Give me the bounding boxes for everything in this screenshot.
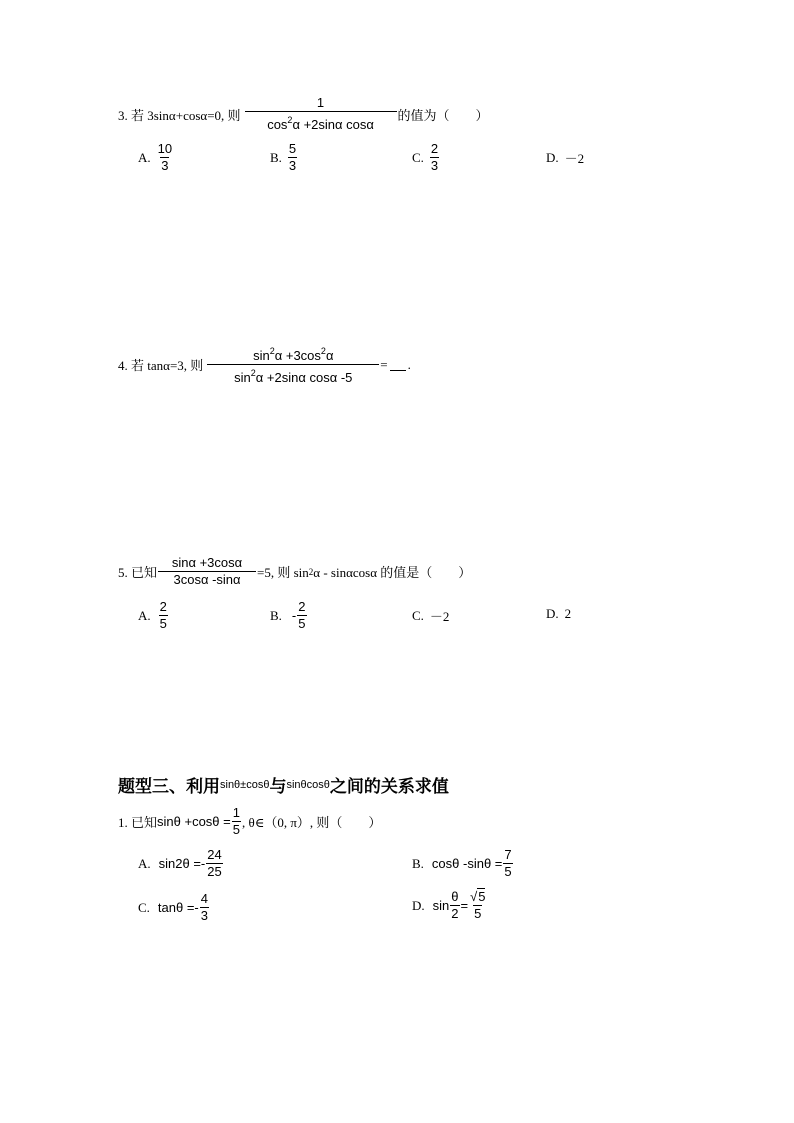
q3-suffix: 的值为（ ） bbox=[397, 107, 489, 123]
q4-prefix: 4. 若 tanα=3, 则 bbox=[118, 358, 204, 373]
q3-frac-num: 1 bbox=[316, 95, 325, 110]
q5-prefix: 5. 已知 bbox=[118, 565, 158, 580]
q4-equals: = bbox=[380, 356, 388, 372]
q3-fraction bbox=[245, 96, 397, 132]
question-3-stem bbox=[118, 96, 489, 132]
s1-option-c[interactable]: C. tanθ =- $\frac{4}{3}$ bbox=[138, 891, 208, 923]
q3-option-c[interactable]: C. $\frac{2}{3}$ bbox=[412, 141, 439, 173]
q4-answer-blank[interactable] bbox=[390, 358, 406, 371]
q3-option-a[interactable]: A. $\frac{10}{3}$ bbox=[138, 141, 173, 173]
q3-option-b[interactable]: B. $\frac{5}{3}$ bbox=[270, 141, 297, 173]
q5-option-b[interactable]: B. - $\frac{2}{5}$ bbox=[270, 599, 306, 631]
q5-option-d[interactable]: D. 2 bbox=[546, 606, 572, 621]
s1-option-b[interactable]: B. cosθ -sinθ = $\frac{7}{5}$ bbox=[412, 847, 512, 879]
section-question-1-stem: 1. 已知 sinθ +cosθ = $\frac{1}{5}$ , θ∈（0, π）, 则（ ） bbox=[118, 805, 382, 837]
section-heading: 题型三、利用 sinθ±cosθ 与 sinθcosθ 之间的关系求值 bbox=[118, 777, 449, 797]
q5-option-c[interactable]: C. －2 bbox=[412, 607, 450, 624]
s1-option-d[interactable]: D. sin $\frac{\theta}{2}$ = $\frac{√5}{5}$ bbox=[412, 889, 486, 921]
q3-prefix: 3. 若 3sinα+cosα=0, 则 bbox=[118, 107, 241, 123]
q3-frac-den: $\cos^2\alpha +2\sin\alpha$ cosα bbox=[245, 111, 397, 132]
s1-option-a[interactable]: A. sin2θ =- $\frac{24}{25}$ bbox=[138, 847, 222, 879]
q4-frac-num: $\sin^2\alpha +3\cos^2\alpha$ bbox=[253, 346, 334, 363]
question-5-stem: 5. 已知 $\frac{\sin\alpha +3\cos\alpha}{3\cos\alpha -\sin\alpha}$ =5, 则 sin 2 α - sinαcosα 的值是（ ） bbox=[118, 555, 472, 587]
question-4-stem: 4. 若 tanα=3, 则 $\frac{\sin^2\alpha +3\cos^2\alpha}{\sin^2\alpha +2\sin\alpha \cos\alpha -5}$ = . bbox=[118, 346, 411, 385]
q4-frac-den: $\sin^2\alpha +2\sin\alpha$ cosα -5 bbox=[207, 364, 379, 385]
q3-option-d[interactable]: D. －2 bbox=[546, 149, 585, 166]
q4-fraction bbox=[207, 344, 379, 385]
q5-fraction: $\frac{\sin\alpha +3\cos\alpha}{3\cos\alpha -\sin\alpha}$ bbox=[158, 556, 256, 587]
q5-option-a[interactable]: A. $\frac{2}{5}$ bbox=[138, 599, 167, 631]
sqrt-five: √5 bbox=[470, 889, 486, 904]
